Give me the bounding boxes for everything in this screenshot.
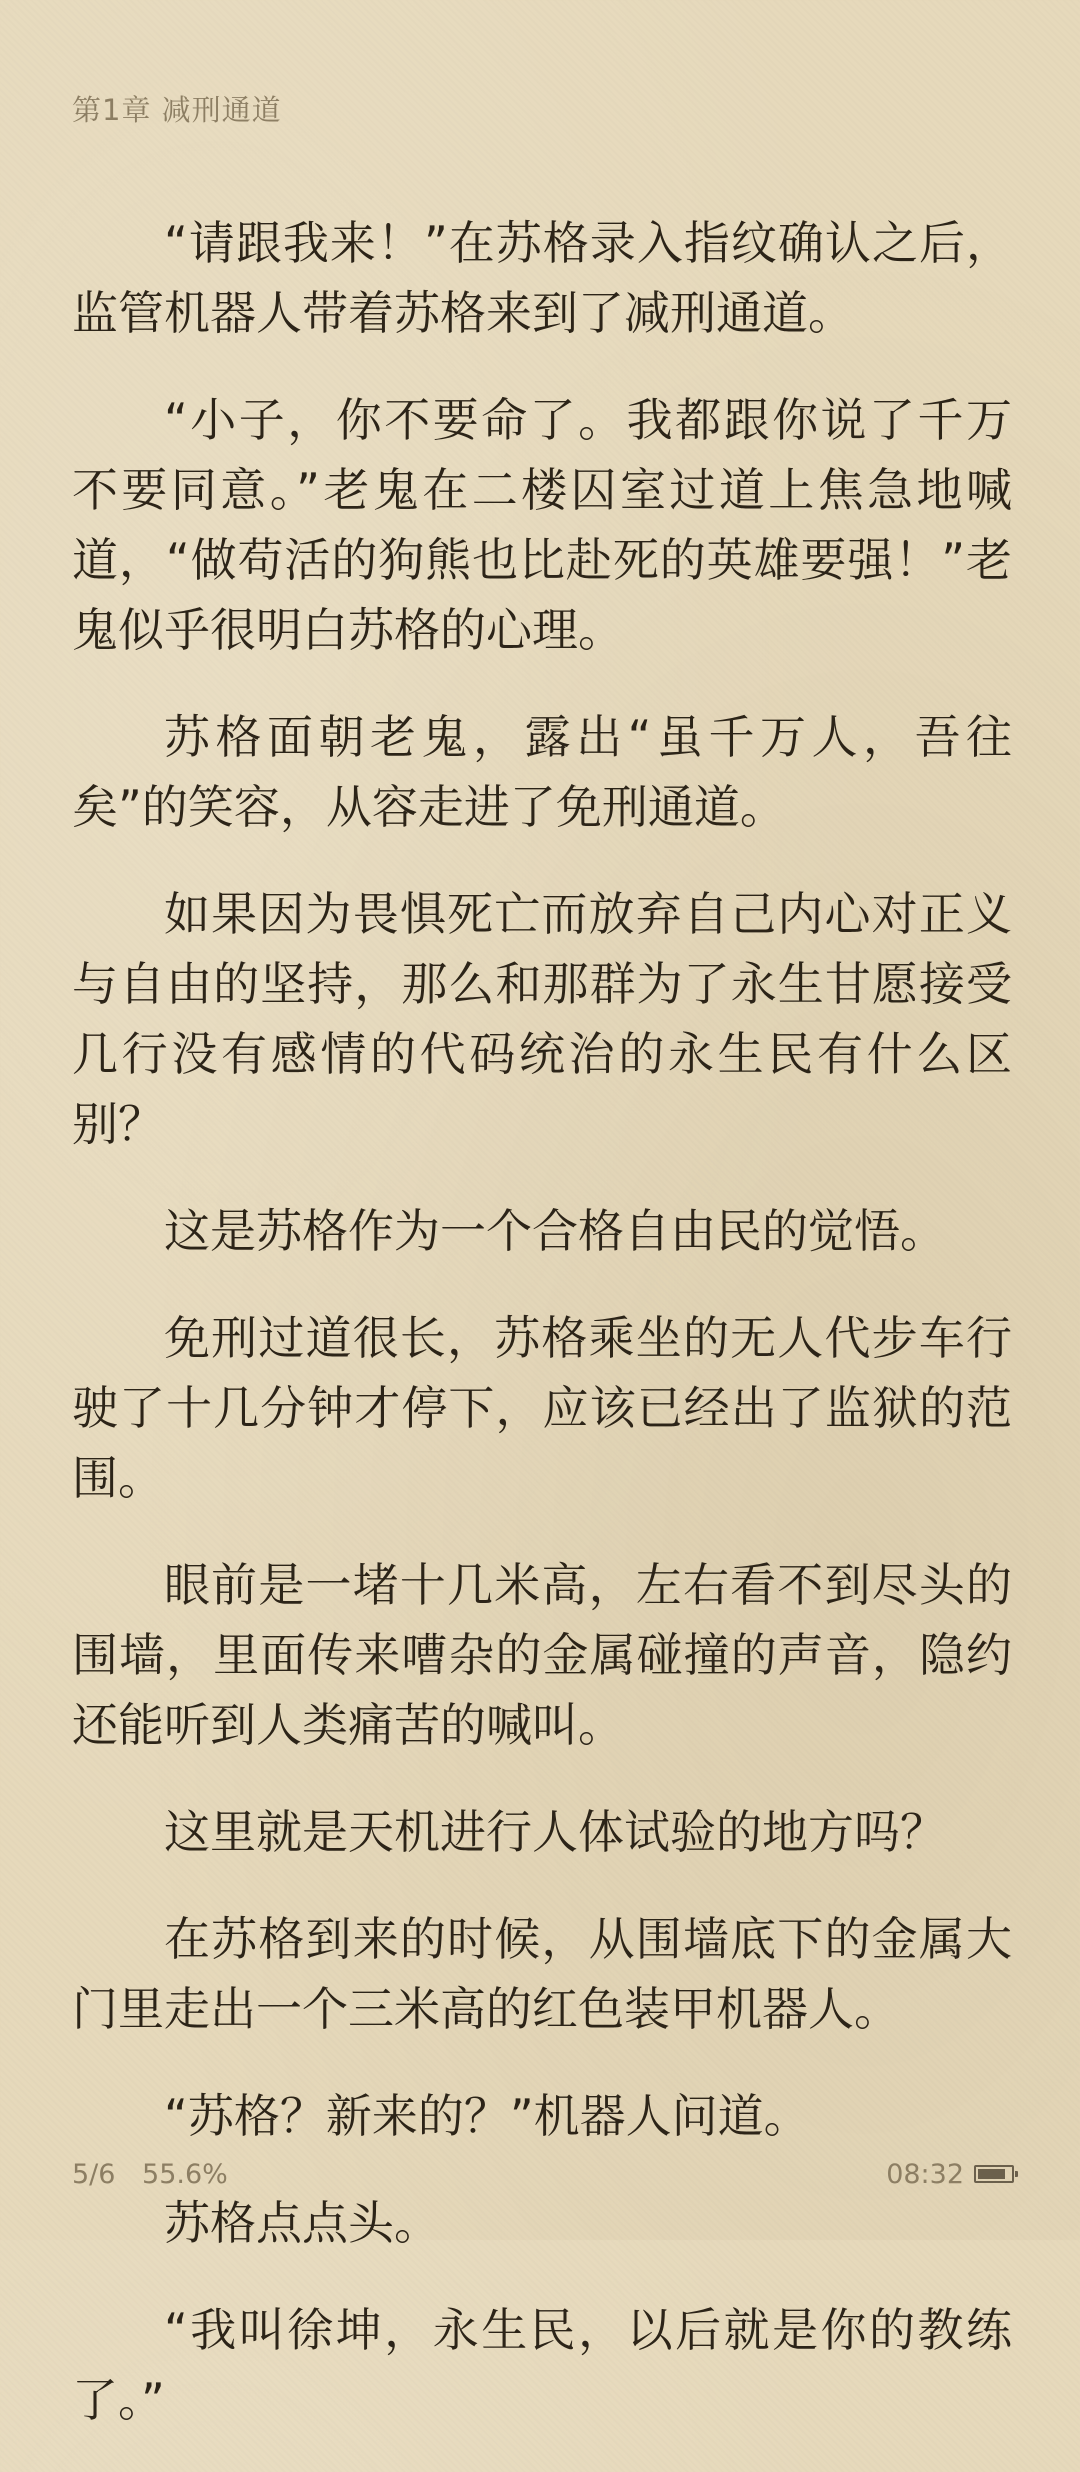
paragraph: “苏格？新来的？”机器人问道。 [164,2089,810,2143]
paragraph: 苏格面朝老鬼，露出“虽千万人，吾往矣”的笑容，从容走进了免刑通道。 [72,710,1012,834]
paragraph: 如果因为畏惧死亡而放弃自己内心对正义与自由的坚持，那么和那群为了永生甘愿接受几行没有感情的代码统治的永生民有什么区别？ [72,887,1012,1151]
paragraph: “我叫徐坤，永生民，以后就是你的教练了。” [72,2303,1012,2427]
clock-time: 08:32 [886,2158,964,2190]
paragraph: 眼前是一堵十几米高，左右看不到尽头的围墙，里面传来嘈杂的金属碰撞的声音，隐约还能听到人类痛苦的喊叫。 [72,1558,1012,1752]
reading-content[interactable] [72,208,1012,2472]
paragraph: 这是苏格作为一个合格自由民的觉悟。 [164,1204,946,1258]
progress-percent: 55.6% [142,2158,228,2190]
battery-level-fill [978,2169,1005,2179]
reading-progress [72,2159,246,2190]
paragraph: 免刑过道很长，苏格乘坐的无人代步车行驶了十几分钟才停下，应该已经出了监狱的范围。 [72,1311,1012,1505]
chapter-title: 第1章 减刑通道 [72,93,282,127]
battery-icon [974,2165,1014,2183]
paragraph: 这里就是天机进行人体试验的地方吗？ [164,1805,946,1859]
status-footer [72,2154,1014,2194]
paragraph: “请跟我来！”在苏格录入指纹确认之后，监管机器人带着苏格来到了减刑通道。 [72,216,1012,340]
paragraph: 苏格点点头。 [164,2196,440,2250]
page-indicator: 5/6 [72,2158,116,2190]
clock-battery [886,2159,1014,2190]
paragraph: “小子，你不要命了。我都跟你说了千万不要同意。”老鬼在二楼囚室过道上焦急地喊道，“做苟活的狗熊也比赴死的英雄要强！”老鬼似乎很明白苏格的心理。 [72,393,1012,657]
paragraph: 在苏格到来的时候，从围墙底下的金属大门里走出一个三米高的红色装甲机器人。 [72,1912,1012,2036]
